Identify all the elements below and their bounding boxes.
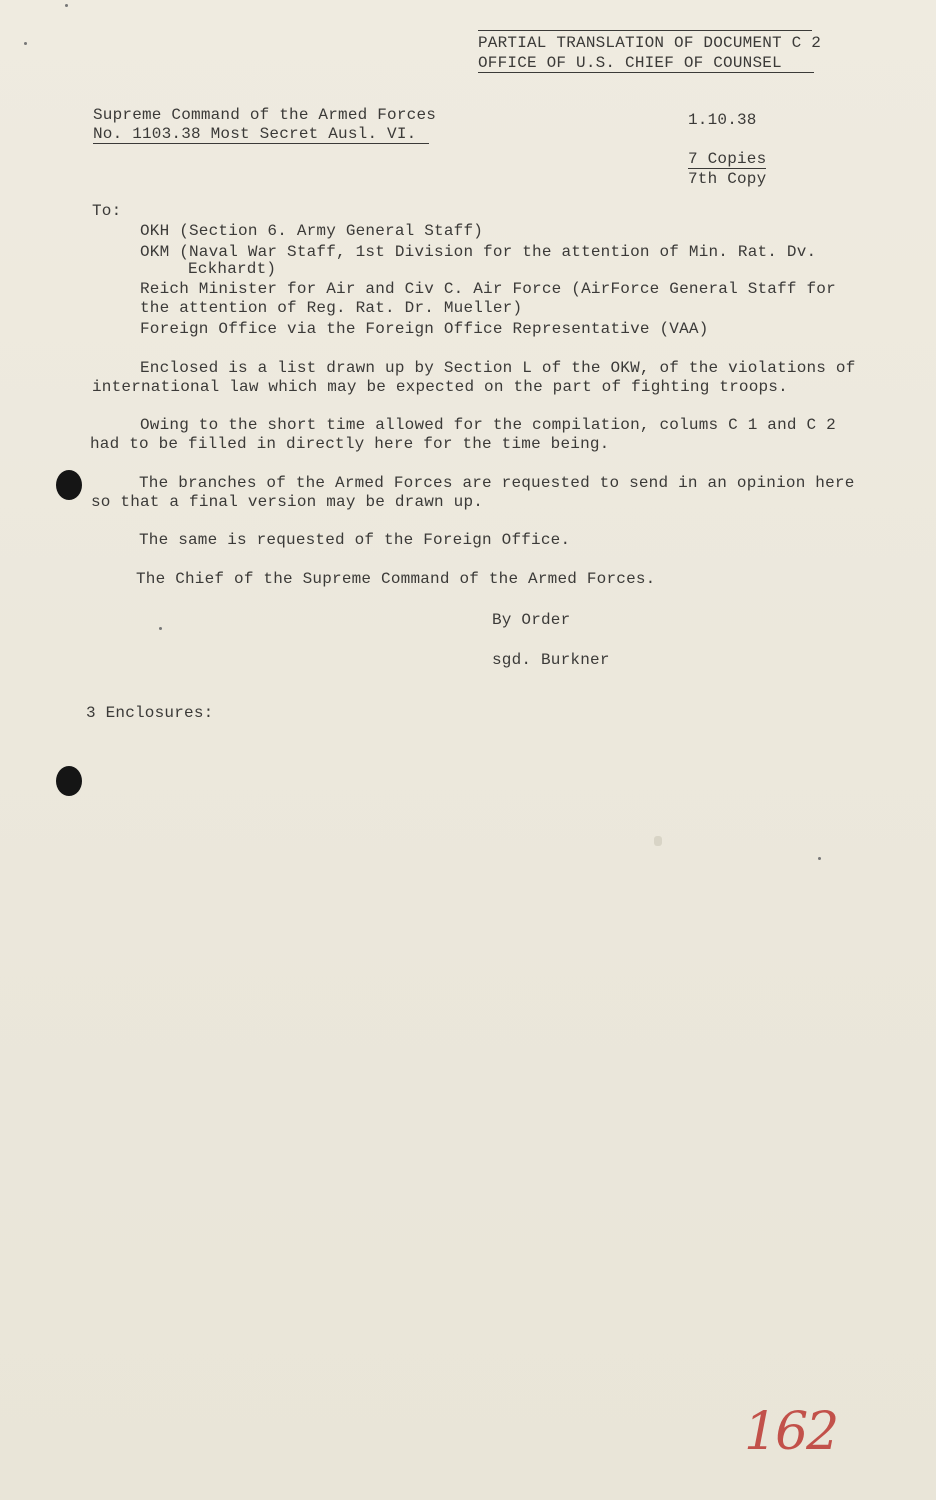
paper-speck (65, 4, 68, 7)
punch-hole (56, 766, 82, 796)
signature: sgd. Burkner (492, 651, 610, 669)
paragraph-line: The same is requested of the Foreign Office. (139, 531, 571, 549)
paper-speck (24, 42, 27, 45)
paragraph-line: had to be filled in directly here for the time being. (90, 435, 610, 453)
paragraph-line: The Chief of the Supreme Command of the Armed Forces. (136, 570, 656, 588)
paper-speck (818, 857, 821, 860)
paper-speck (159, 627, 162, 630)
by-order: By Order (492, 611, 571, 629)
recipient-line: Reich Minister for Air and Civ C. Air Force (AirForce General Staff for (140, 280, 836, 298)
recipient-line: OKM (Naval War Staff, 1st Division for the attention of Min. Rat. Dv. (140, 243, 817, 261)
to-label: To: (92, 202, 122, 220)
copy-number: 7th Copy (688, 170, 767, 188)
enclosures-label: 3 Enclosures: (86, 704, 214, 722)
page-number: 162 (744, 1402, 838, 1462)
paragraph-line: Owing to the short time allowed for the compilation, colums C 1 and C 2 (140, 416, 836, 434)
sender-name: Supreme Command of the Armed Forces (93, 106, 437, 124)
header-title: PARTIAL TRANSLATION OF DOCUMENT C 2 (478, 34, 822, 52)
paper-speck (654, 836, 662, 846)
recipient-line: Foreign Office via the Foreign Office Representative (VAA) (140, 320, 709, 338)
recipient-line: OKH (Section 6. Army General Staff) (140, 222, 484, 240)
recipient-line: Eckhardt) (188, 260, 277, 278)
copies-count: 7 Copies (688, 150, 767, 168)
paragraph-line: international law which may be expected on the part of fighting troops. (92, 378, 788, 396)
header-office: OFFICE OF U.S. CHIEF OF COUNSEL (478, 54, 814, 73)
punch-hole (56, 470, 82, 500)
header-top-rule (478, 30, 812, 31)
paragraph-line: Enclosed is a list drawn up by Section L of the OKW, of the violations of (140, 359, 856, 377)
recipient-line: the attention of Reg. Rat. Dr. Mueller) (140, 299, 523, 317)
paragraph-line: so that a final version may be drawn up. (91, 493, 484, 511)
document-date: 1.10.38 (688, 111, 757, 129)
paragraph-line: The branches of the Armed Forces are requested to send in an opinion here (139, 474, 855, 492)
sender-reference: No. 1103.38 Most Secret Ausl. VI. (93, 125, 429, 144)
